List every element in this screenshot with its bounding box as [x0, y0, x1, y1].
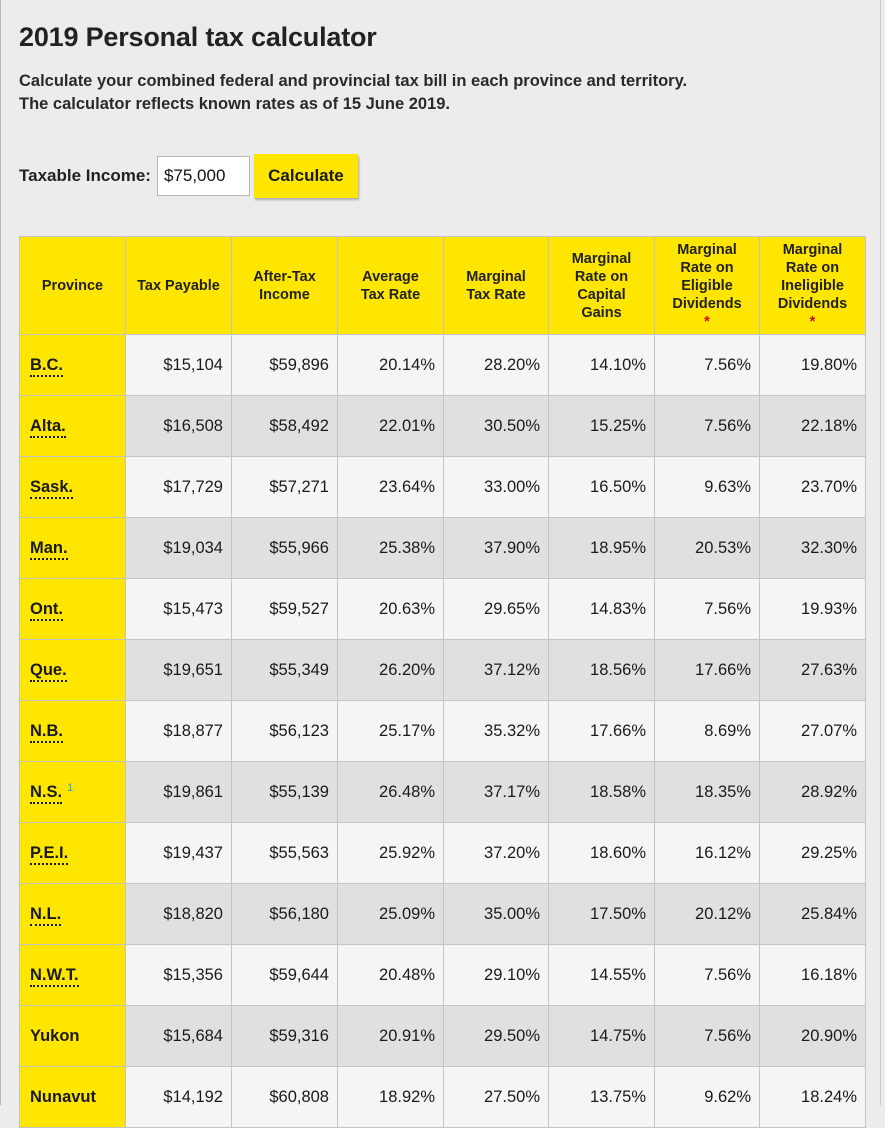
column-header-capital-gains	[549, 237, 655, 335]
after-tax-income-cell: $57,271	[232, 457, 338, 518]
capital-gains-rate-cell: 18.60%	[549, 823, 655, 884]
capital-gains-rate-cell: 14.83%	[549, 579, 655, 640]
eligible-dividends-rate-cell: 9.62%	[655, 1067, 760, 1128]
average-tax-rate-cell: 20.63%	[338, 579, 444, 640]
after-tax-income-cell: $59,527	[232, 579, 338, 640]
eligible-dividends-rate-cell: 17.66%	[655, 640, 760, 701]
after-tax-income-cell: $60,808	[232, 1067, 338, 1128]
ineligible-dividends-rate-cell: 16.18%	[760, 945, 866, 1006]
province-link[interactable]: Que.	[30, 661, 67, 682]
after-tax-income-cell: $55,349	[232, 640, 338, 701]
province-cell	[20, 579, 126, 640]
income-form	[19, 154, 358, 198]
ineligible-dividends-rate-cell: 29.25%	[760, 823, 866, 884]
column-header-tax-payable: Tax Payable	[126, 237, 232, 335]
province-cell	[20, 945, 126, 1006]
header-text: Ineligible	[781, 277, 844, 294]
table-header-row	[20, 237, 866, 335]
tax-payable-cell: $19,651	[126, 640, 232, 701]
header-text: Eligible	[681, 277, 733, 294]
eligible-dividends-rate-cell: 7.56%	[655, 396, 760, 457]
ineligible-dividends-rate-cell: 20.90%	[760, 1006, 866, 1067]
header-text: Tax Rate	[360, 286, 421, 303]
province-cell	[20, 1006, 126, 1067]
average-tax-rate-cell: 22.01%	[338, 396, 444, 457]
capital-gains-rate-cell: 14.10%	[549, 335, 655, 396]
after-tax-income-cell: $55,966	[232, 518, 338, 579]
header-text: Rate on	[785, 259, 840, 276]
average-tax-rate-cell: 20.48%	[338, 945, 444, 1006]
marginal-tax-rate-cell: 35.32%	[444, 701, 549, 762]
page-border-left	[0, 0, 1, 1105]
province-link[interactable]: Sask.	[30, 478, 73, 499]
province-cell	[20, 823, 126, 884]
column-header-average-tax-rate	[338, 237, 444, 335]
income-input[interactable]	[157, 156, 250, 196]
province-link[interactable]: N.B.	[30, 722, 63, 743]
capital-gains-rate-cell: 15.25%	[549, 396, 655, 457]
province-cell	[20, 1067, 126, 1128]
asterisk-marker: *	[704, 313, 710, 330]
table-row	[20, 396, 866, 457]
table-row	[20, 701, 866, 762]
after-tax-income-cell: $59,896	[232, 335, 338, 396]
marginal-tax-rate-cell: 37.20%	[444, 823, 549, 884]
average-tax-rate-cell: 25.38%	[338, 518, 444, 579]
table-row	[20, 640, 866, 701]
ineligible-dividends-rate-cell: 22.18%	[760, 396, 866, 457]
eligible-dividends-rate-cell: 18.35%	[655, 762, 760, 823]
eligible-dividends-rate-cell: 16.12%	[655, 823, 760, 884]
ineligible-dividends-rate-cell: 19.80%	[760, 335, 866, 396]
capital-gains-rate-cell: 14.55%	[549, 945, 655, 1006]
asterisk-marker: *	[809, 313, 816, 330]
subtitle-line-1: Calculate your combined federal and provincial tax bill in each province and territory.	[19, 72, 688, 90]
marginal-tax-rate-cell: 29.10%	[444, 945, 549, 1006]
ineligible-dividends-rate-cell: 28.92%	[760, 762, 866, 823]
table-row	[20, 1067, 866, 1128]
table-body	[20, 335, 866, 1128]
marginal-tax-rate-cell: 37.90%	[444, 518, 549, 579]
eligible-dividends-rate-cell: 20.12%	[655, 884, 760, 945]
column-header-marginal-tax-rate	[444, 237, 549, 335]
table-row	[20, 579, 866, 640]
table-row	[20, 823, 866, 884]
tax-payable-cell: $16,508	[126, 396, 232, 457]
table-row	[20, 457, 866, 518]
tax-table	[19, 236, 866, 1128]
table-row	[20, 884, 866, 945]
province-link[interactable]: B.C.	[30, 356, 63, 377]
province-cell	[20, 396, 126, 457]
marginal-tax-rate-cell: 29.65%	[444, 579, 549, 640]
marginal-tax-rate-cell: 37.12%	[444, 640, 549, 701]
page-title: 2019 Personal tax calculator	[19, 22, 377, 52]
tax-payable-cell: $18,820	[126, 884, 232, 945]
page-border-right	[880, 0, 881, 1105]
province-link[interactable]: N.W.T.	[30, 966, 79, 987]
column-header-after-tax-income	[232, 237, 338, 335]
footnote-link[interactable]: 1	[67, 781, 74, 794]
province-link[interactable]: N.S.	[30, 783, 62, 804]
subtitle-line-2: The calculator reflects known rates as of 15 June 2019.	[19, 95, 451, 113]
ineligible-dividends-rate-cell: 18.24%	[760, 1067, 866, 1128]
province-cell	[20, 335, 126, 396]
header-text: Marginal	[677, 241, 737, 258]
average-tax-rate-cell: 25.09%	[338, 884, 444, 945]
header-text: Gains	[581, 304, 622, 321]
header-text: Dividends	[777, 295, 848, 312]
province-link[interactable]: N.L.	[30, 905, 61, 926]
province-link[interactable]: Man.	[30, 539, 68, 560]
after-tax-income-cell: $59,644	[232, 945, 338, 1006]
province-cell	[20, 457, 126, 518]
marginal-tax-rate-cell: 33.00%	[444, 457, 549, 518]
capital-gains-rate-cell: 18.95%	[549, 518, 655, 579]
after-tax-income-cell: $55,139	[232, 762, 338, 823]
table-row	[20, 518, 866, 579]
column-header-eligible-dividends	[655, 237, 760, 335]
after-tax-income-cell: $59,316	[232, 1006, 338, 1067]
province-cell	[20, 701, 126, 762]
eligible-dividends-rate-cell: 9.63%	[655, 457, 760, 518]
marginal-tax-rate-cell: 29.50%	[444, 1006, 549, 1067]
average-tax-rate-cell: 26.48%	[338, 762, 444, 823]
table-row	[20, 762, 866, 823]
capital-gains-rate-cell: 18.56%	[549, 640, 655, 701]
header-text: Rate on	[574, 268, 629, 285]
average-tax-rate-cell: 25.17%	[338, 701, 444, 762]
tax-payable-cell: $14,192	[126, 1067, 232, 1128]
ineligible-dividends-rate-cell: 25.84%	[760, 884, 866, 945]
eligible-dividends-rate-cell: 7.56%	[655, 1006, 760, 1067]
after-tax-income-cell: $55,563	[232, 823, 338, 884]
marginal-tax-rate-cell: 35.00%	[444, 884, 549, 945]
province-link[interactable]: Alta.	[30, 417, 66, 438]
capital-gains-rate-cell: 14.75%	[549, 1006, 655, 1067]
province-link[interactable]: P.E.I.	[30, 844, 68, 865]
ineligible-dividends-rate-cell: 27.07%	[760, 701, 866, 762]
province-cell	[20, 640, 126, 701]
capital-gains-rate-cell: 18.58%	[549, 762, 655, 823]
capital-gains-rate-cell: 17.50%	[549, 884, 655, 945]
tax-payable-cell: $15,473	[126, 579, 232, 640]
average-tax-rate-cell: 23.64%	[338, 457, 444, 518]
marginal-tax-rate-cell: 28.20%	[444, 335, 549, 396]
province-cell	[20, 518, 126, 579]
calculate-button[interactable]: Calculate	[254, 154, 358, 198]
header-text: Marginal	[571, 250, 632, 267]
header-text	[763, 295, 862, 331]
province-cell	[20, 762, 126, 823]
province-cell	[20, 884, 126, 945]
marginal-tax-rate-cell: 27.50%	[444, 1067, 549, 1128]
ineligible-dividends-rate-cell: 23.70%	[760, 457, 866, 518]
ineligible-dividends-rate-cell: 27.63%	[760, 640, 866, 701]
capital-gains-rate-cell: 13.75%	[549, 1067, 655, 1128]
tax-payable-cell: $19,034	[126, 518, 232, 579]
header-text: Capital	[577, 286, 626, 303]
header-text: Marginal	[782, 241, 843, 258]
income-label: Taxable Income:	[19, 166, 151, 185]
header-text: Marginal	[466, 268, 526, 285]
table-row	[20, 945, 866, 1006]
after-tax-income-cell: $56,123	[232, 701, 338, 762]
eligible-dividends-rate-cell: 7.56%	[655, 335, 760, 396]
tax-payable-cell: $15,356	[126, 945, 232, 1006]
tax-payable-cell: $19,861	[126, 762, 232, 823]
column-header-ineligible-dividends	[760, 237, 866, 335]
column-header-province: Province	[20, 237, 126, 335]
tax-payable-cell: $15,104	[126, 335, 232, 396]
header-text: Dividends	[672, 295, 742, 312]
average-tax-rate-cell: 18.92%	[338, 1067, 444, 1128]
ineligible-dividends-rate-cell: 19.93%	[760, 579, 866, 640]
province-name: Yukon	[30, 1026, 80, 1045]
average-tax-rate-cell: 20.14%	[338, 335, 444, 396]
eligible-dividends-rate-cell: 20.53%	[655, 518, 760, 579]
capital-gains-rate-cell: 16.50%	[549, 457, 655, 518]
tax-payable-cell: $18,877	[126, 701, 232, 762]
marginal-tax-rate-cell: 30.50%	[444, 396, 549, 457]
header-text: Rate on	[680, 259, 734, 276]
tax-payable-cell: $15,684	[126, 1006, 232, 1067]
after-tax-income-cell: $58,492	[232, 396, 338, 457]
eligible-dividends-rate-cell: 7.56%	[655, 945, 760, 1006]
header-text	[658, 295, 756, 331]
header-text: Income	[259, 286, 310, 303]
page-subtitle	[19, 70, 687, 116]
province-link[interactable]: Ont.	[30, 600, 63, 621]
tax-payable-cell: $19,437	[126, 823, 232, 884]
header-text: After-Tax	[253, 268, 316, 285]
average-tax-rate-cell: 26.20%	[338, 640, 444, 701]
eligible-dividends-rate-cell: 7.56%	[655, 579, 760, 640]
header-text: Average	[362, 268, 419, 285]
eligible-dividends-rate-cell: 8.69%	[655, 701, 760, 762]
average-tax-rate-cell: 25.92%	[338, 823, 444, 884]
table-row	[20, 1006, 866, 1067]
ineligible-dividends-rate-cell: 32.30%	[760, 518, 866, 579]
marginal-tax-rate-cell: 37.17%	[444, 762, 549, 823]
table-row	[20, 335, 866, 396]
province-name: Nunavut	[30, 1087, 96, 1106]
capital-gains-rate-cell: 17.66%	[549, 701, 655, 762]
tax-payable-cell: $17,729	[126, 457, 232, 518]
header-text: Tax Rate	[466, 286, 526, 303]
average-tax-rate-cell: 20.91%	[338, 1006, 444, 1067]
after-tax-income-cell: $56,180	[232, 884, 338, 945]
